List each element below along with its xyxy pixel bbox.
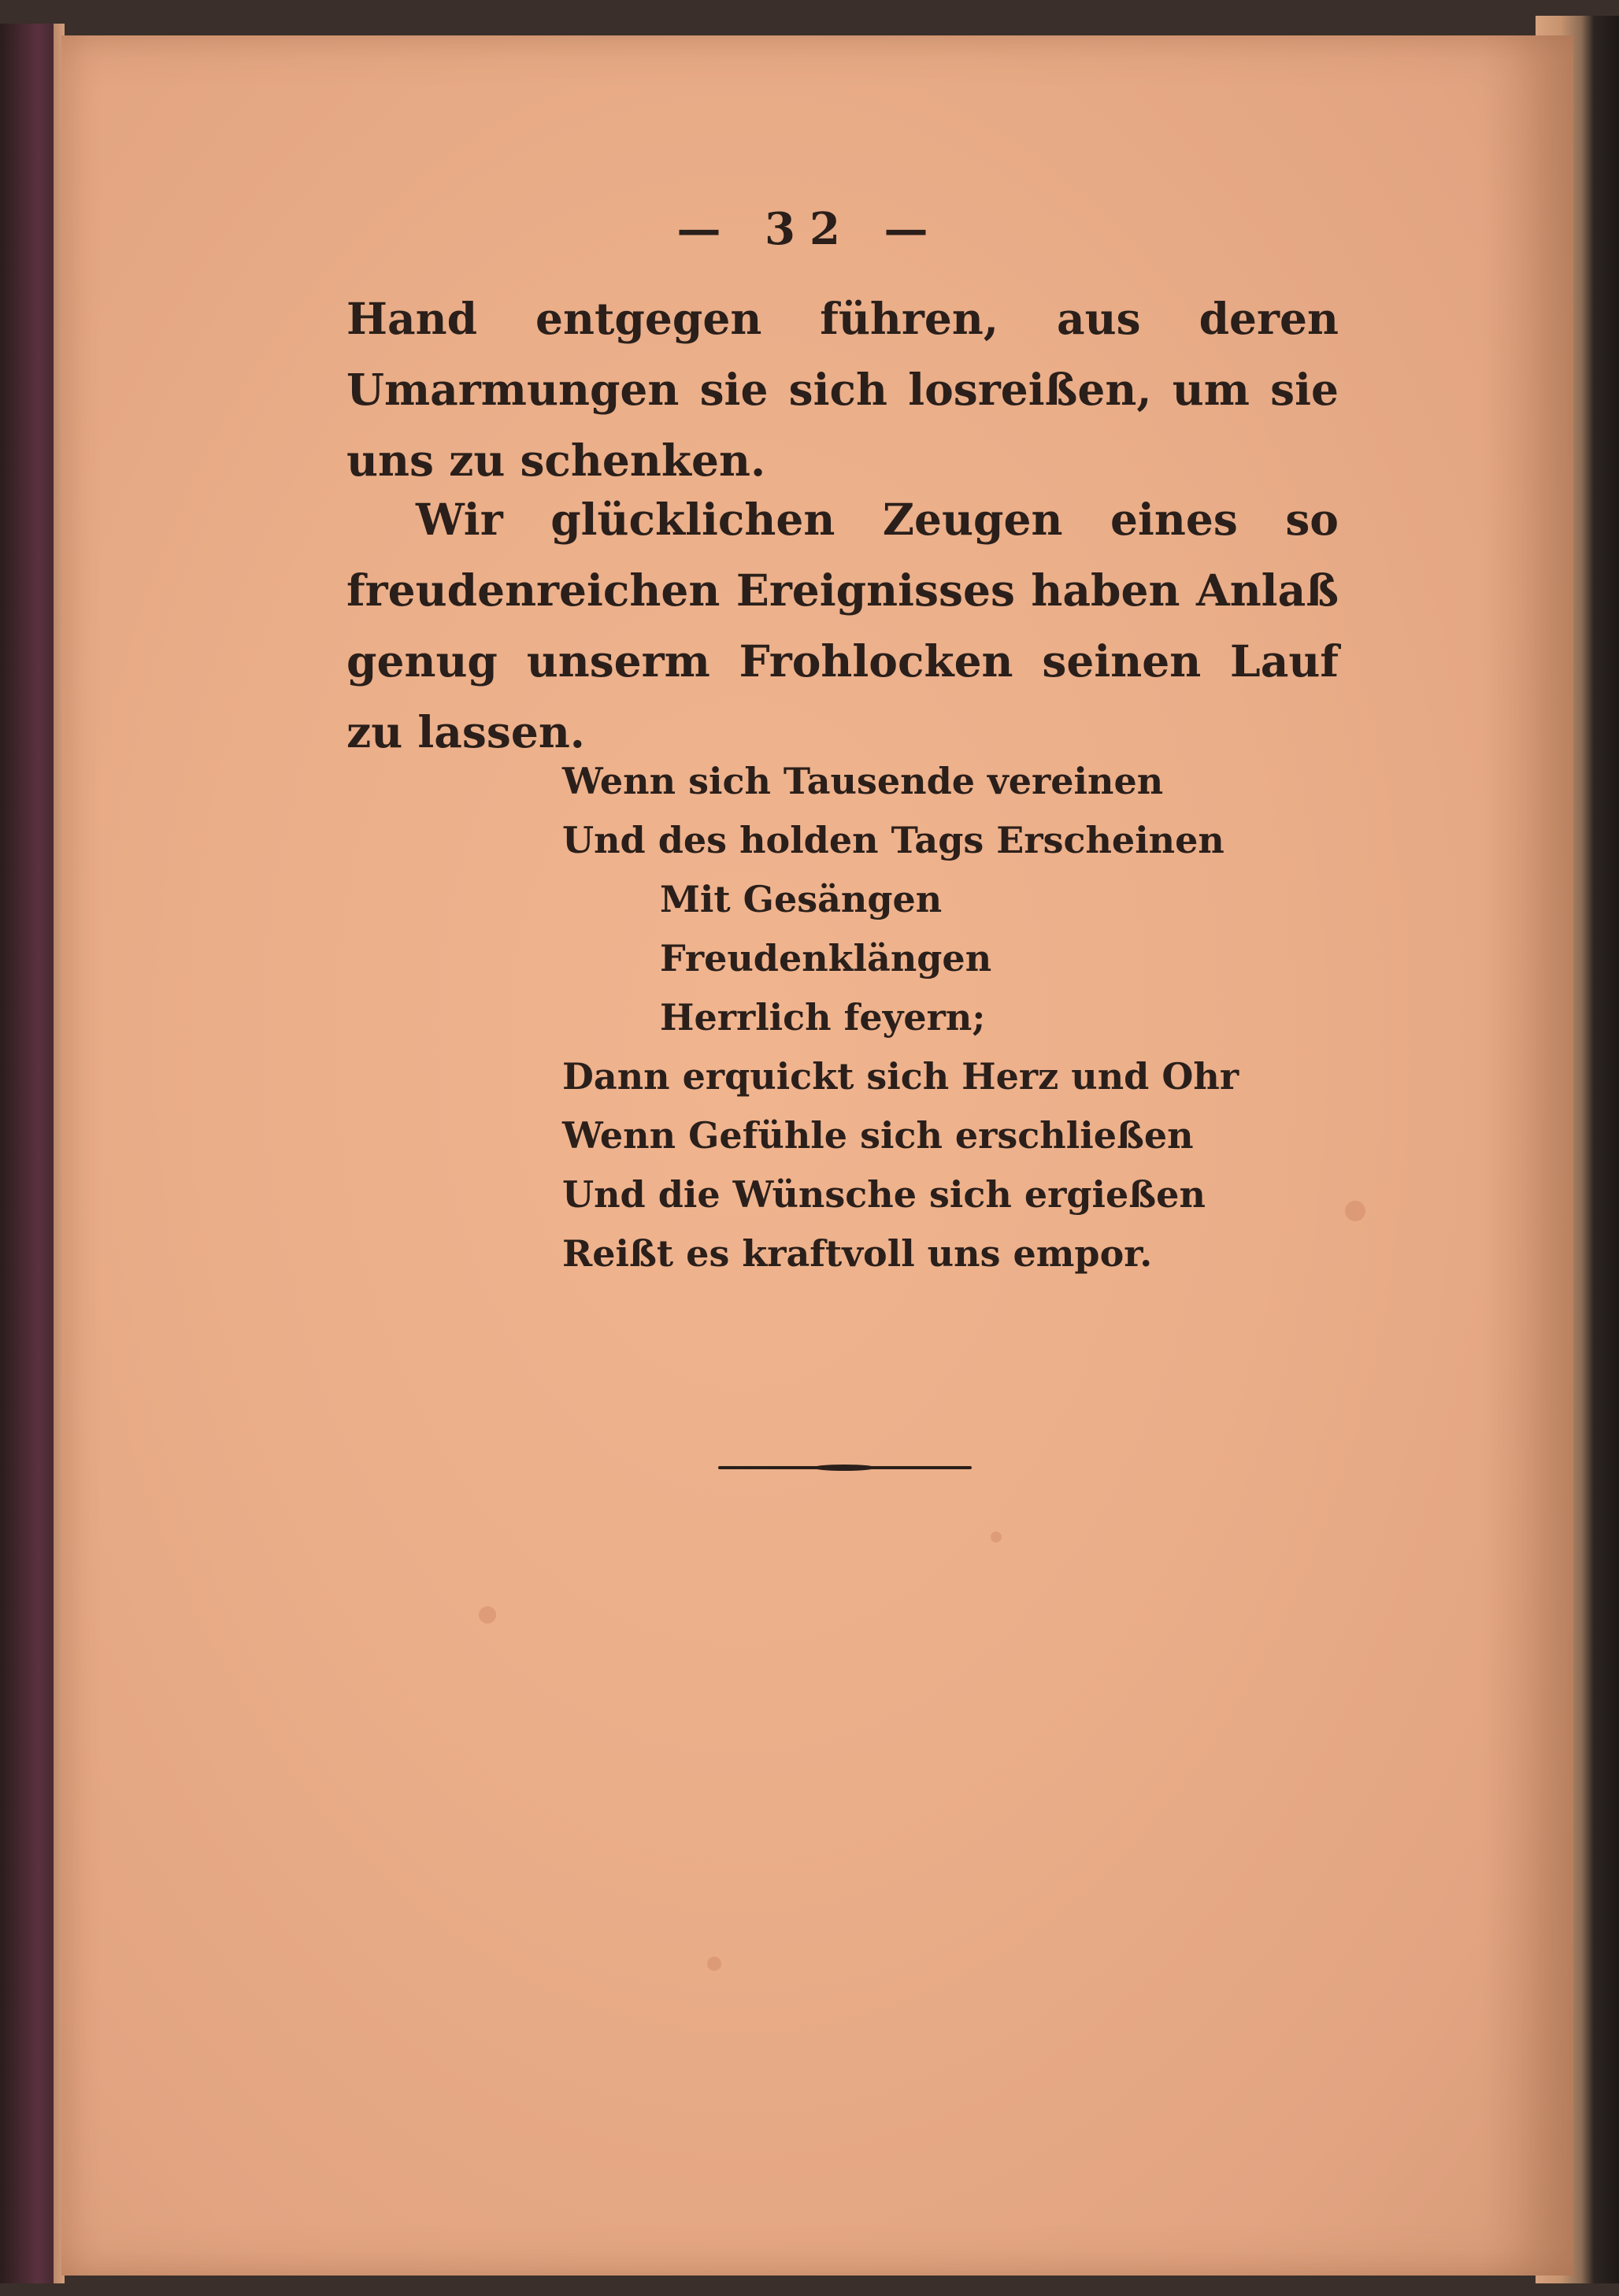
poem-line: Wenn sich Tausende vereinen	[562, 760, 1164, 802]
poem	[562, 752, 1239, 1283]
foxing-spot	[707, 1957, 721, 1971]
poem-line: Und die Wünsche sich ergießen	[562, 1173, 1206, 1216]
book-binding	[0, 24, 63, 2283]
section-divider-rule	[718, 1466, 972, 1469]
paragraph-1: Hand entgegen führen, aus deren Umarmungen sie sich losreißen, um sie uns zu schenken.	[346, 293, 1339, 486]
foxing-spot	[1345, 1201, 1365, 1221]
page-number: — 32 —	[676, 203, 943, 255]
poem-line: Reißt es kraftvoll uns empor.	[562, 1232, 1153, 1275]
foxing-spot	[479, 1606, 496, 1624]
poem-line: Freudenklängen	[660, 937, 992, 980]
poem-line: Herrlich feyern;	[660, 996, 986, 1039]
foxing-spot	[991, 1531, 1002, 1542]
paragraph-2: Wir glücklichen Zeugen eines so freudenreichen Ereignisses haben Anlaß genug unserm Frohlocken seinen Lauf zu lassen.	[346, 494, 1339, 757]
poem-line: Und des holden Tags Erscheinen	[562, 819, 1224, 861]
poem-line: Dann erquickt sich Herz und Ohr	[562, 1055, 1239, 1098]
poem-line: Wenn Gefühle sich erschließen	[562, 1114, 1194, 1157]
poem-line: Mit Gesängen	[660, 878, 943, 920]
